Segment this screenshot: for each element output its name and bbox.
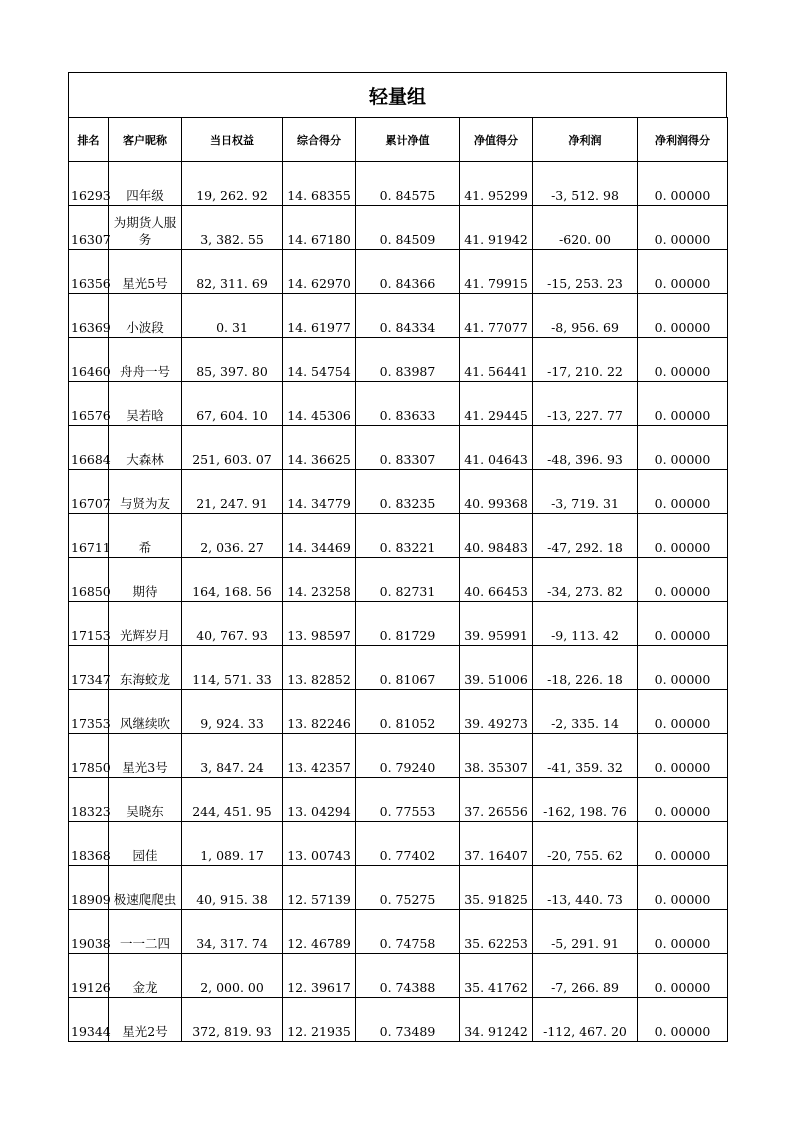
table-row	[69, 778, 728, 822]
cell-nav-score: 41. 95299	[460, 162, 533, 206]
cell-profit: -41, 359. 32	[533, 734, 638, 778]
cell-name: 吴若晗	[109, 382, 182, 426]
cell-profit: -5, 291. 91	[533, 910, 638, 954]
cell-score: 13. 00743	[283, 822, 356, 866]
cell-equity: 0. 31	[182, 294, 283, 338]
col-header-nav-score: 净值得分	[460, 118, 533, 162]
table-row	[69, 514, 728, 558]
table-row	[69, 382, 728, 426]
cell-profit: -17, 210. 22	[533, 338, 638, 382]
cell-equity: 3, 847. 24	[182, 734, 283, 778]
cell-score: 12. 57139	[283, 866, 356, 910]
cell-score: 12. 46789	[283, 910, 356, 954]
cell-nav-score: 37. 26556	[460, 778, 533, 822]
cell-equity: 21, 247. 91	[182, 470, 283, 514]
cell-score: 12. 21935	[283, 998, 356, 1042]
table-row	[69, 162, 728, 206]
cell-profit-score: 0. 00000	[638, 734, 728, 778]
cell-profit: -13, 440. 73	[533, 866, 638, 910]
cell-profit: -3, 719. 31	[533, 470, 638, 514]
cell-name: 星光3号	[109, 734, 182, 778]
cell-nav-score: 35. 41762	[460, 954, 533, 998]
cell-name: 一一二四	[109, 910, 182, 954]
cell-profit: -3, 512. 98	[533, 162, 638, 206]
cell-name: 东海蛟龙	[109, 646, 182, 690]
cell-nav-score: 34. 91242	[460, 998, 533, 1042]
table-row	[69, 294, 728, 338]
cell-nav-score: 41. 79915	[460, 250, 533, 294]
cell-profit-score: 0. 00000	[638, 646, 728, 690]
cell-nav-score: 41. 77077	[460, 294, 533, 338]
cell-profit-score: 0. 00000	[638, 778, 728, 822]
cell-nav: 0. 82731	[356, 558, 460, 602]
cell-equity: 34, 317. 74	[182, 910, 283, 954]
cell-nav-score: 41. 91942	[460, 206, 533, 250]
cell-name: 光辉岁月	[109, 602, 182, 646]
table-row	[69, 558, 728, 602]
cell-score: 13. 42357	[283, 734, 356, 778]
cell-nav: 0. 74388	[356, 954, 460, 998]
table-row	[69, 910, 728, 954]
cell-score: 14. 67180	[283, 206, 356, 250]
cell-nav: 0. 81052	[356, 690, 460, 734]
cell-nav-score: 40. 66453	[460, 558, 533, 602]
cell-score: 14. 54754	[283, 338, 356, 382]
cell-rank: 16307	[69, 206, 109, 250]
cell-name: 吴晓东	[109, 778, 182, 822]
cell-profit-score: 0. 00000	[638, 514, 728, 558]
cell-nav: 0. 83221	[356, 514, 460, 558]
cell-profit: -18, 226. 18	[533, 646, 638, 690]
cell-profit-score: 0. 00000	[638, 910, 728, 954]
cell-profit-score: 0. 00000	[638, 338, 728, 382]
cell-score: 14. 62970	[283, 250, 356, 294]
table-row	[69, 426, 728, 470]
cell-nav: 0. 83307	[356, 426, 460, 470]
cell-nav: 0. 75275	[356, 866, 460, 910]
cell-name: 舟舟一号	[109, 338, 182, 382]
cell-name: 小波段	[109, 294, 182, 338]
cell-rank: 19126	[69, 954, 109, 998]
cell-profit: -162, 198. 76	[533, 778, 638, 822]
cell-equity: 1, 089. 17	[182, 822, 283, 866]
cell-nav-score: 39. 49273	[460, 690, 533, 734]
cell-score: 14. 61977	[283, 294, 356, 338]
cell-equity: 82, 311. 69	[182, 250, 283, 294]
cell-profit-score: 0. 00000	[638, 822, 728, 866]
cell-nav-score: 41. 29445	[460, 382, 533, 426]
cell-score: 14. 23258	[283, 558, 356, 602]
cell-nav: 0. 74758	[356, 910, 460, 954]
cell-profit: -13, 227. 77	[533, 382, 638, 426]
cell-profit-score: 0. 00000	[638, 866, 728, 910]
cell-equity: 2, 036. 27	[182, 514, 283, 558]
cell-rank: 16356	[69, 250, 109, 294]
ranking-table	[68, 117, 728, 1042]
cell-profit: -2, 335. 14	[533, 690, 638, 734]
cell-score: 14. 34779	[283, 470, 356, 514]
cell-nav: 0. 79240	[356, 734, 460, 778]
cell-rank: 16707	[69, 470, 109, 514]
cell-profit-score: 0. 00000	[638, 470, 728, 514]
cell-profit: -20, 755. 62	[533, 822, 638, 866]
cell-score: 13. 98597	[283, 602, 356, 646]
cell-name: 极速爬爬虫	[109, 866, 182, 910]
table-row	[69, 602, 728, 646]
cell-profit-score: 0. 00000	[638, 558, 728, 602]
cell-rank: 17850	[69, 734, 109, 778]
cell-profit-score: 0. 00000	[638, 250, 728, 294]
cell-name: 金龙	[109, 954, 182, 998]
cell-profit-score: 0. 00000	[638, 426, 728, 470]
cell-profit-score: 0. 00000	[638, 954, 728, 998]
cell-profit-score: 0. 00000	[638, 294, 728, 338]
cell-name: 大森林	[109, 426, 182, 470]
cell-equity: 40, 767. 93	[182, 602, 283, 646]
cell-nav-score: 38. 35307	[460, 734, 533, 778]
cell-nav-score: 41. 04643	[460, 426, 533, 470]
cell-equity: 372, 819. 93	[182, 998, 283, 1042]
cell-equity: 85, 397. 80	[182, 338, 283, 382]
cell-name: 风继续吹	[109, 690, 182, 734]
cell-nav: 0. 73489	[356, 998, 460, 1042]
table-row	[69, 206, 728, 250]
cell-rank: 16576	[69, 382, 109, 426]
col-header-name: 客户昵称	[109, 118, 182, 162]
cell-rank: 16711	[69, 514, 109, 558]
table-row	[69, 646, 728, 690]
table-row	[69, 822, 728, 866]
cell-score: 13. 04294	[283, 778, 356, 822]
cell-profit-score: 0. 00000	[638, 162, 728, 206]
cell-equity: 244, 451. 95	[182, 778, 283, 822]
cell-rank: 16684	[69, 426, 109, 470]
cell-nav-score: 39. 51006	[460, 646, 533, 690]
table-row	[69, 954, 728, 998]
cell-profit: -34, 273. 82	[533, 558, 638, 602]
cell-nav: 0. 77553	[356, 778, 460, 822]
cell-nav-score: 37. 16407	[460, 822, 533, 866]
cell-rank: 18368	[69, 822, 109, 866]
cell-name: 期待	[109, 558, 182, 602]
cell-profit-score: 0. 00000	[638, 382, 728, 426]
cell-rank: 17347	[69, 646, 109, 690]
cell-score: 12. 39617	[283, 954, 356, 998]
cell-name: 星光5号	[109, 250, 182, 294]
cell-nav-score: 39. 95991	[460, 602, 533, 646]
cell-profit-score: 0. 00000	[638, 998, 728, 1042]
cell-nav: 0. 83633	[356, 382, 460, 426]
cell-equity: 67, 604. 10	[182, 382, 283, 426]
ranking-sheet	[68, 72, 727, 1042]
cell-nav-score: 35. 91825	[460, 866, 533, 910]
cell-rank: 16293	[69, 162, 109, 206]
cell-name: 与贤为友	[109, 470, 182, 514]
cell-profit: -112, 467. 20	[533, 998, 638, 1042]
table-row	[69, 338, 728, 382]
cell-rank: 16369	[69, 294, 109, 338]
cell-equity: 3, 382. 55	[182, 206, 283, 250]
cell-profit: -7, 266. 89	[533, 954, 638, 998]
cell-nav: 0. 84575	[356, 162, 460, 206]
table-row	[69, 866, 728, 910]
cell-rank: 17153	[69, 602, 109, 646]
cell-nav: 0. 84334	[356, 294, 460, 338]
cell-profit: -9, 113. 42	[533, 602, 638, 646]
cell-name: 希	[109, 514, 182, 558]
cell-name: 四年级	[109, 162, 182, 206]
cell-profit: -48, 396. 93	[533, 426, 638, 470]
cell-name: 为期货人服务	[109, 206, 182, 250]
table-row	[69, 690, 728, 734]
cell-rank: 17353	[69, 690, 109, 734]
cell-equity: 2, 000. 00	[182, 954, 283, 998]
cell-rank: 18323	[69, 778, 109, 822]
table-row	[69, 250, 728, 294]
cell-rank: 19344	[69, 998, 109, 1042]
col-header-profit: 净利润	[533, 118, 638, 162]
cell-rank: 18909	[69, 866, 109, 910]
cell-profit: -8, 956. 69	[533, 294, 638, 338]
cell-profit-score: 0. 00000	[638, 602, 728, 646]
cell-nav-score: 35. 62253	[460, 910, 533, 954]
cell-nav-score: 40. 98483	[460, 514, 533, 558]
cell-nav-score: 41. 56441	[460, 338, 533, 382]
cell-profit: -47, 292. 18	[533, 514, 638, 558]
col-header-profit-score: 净利润得分	[638, 118, 728, 162]
col-header-rank: 排名	[69, 118, 109, 162]
table-row	[69, 734, 728, 778]
cell-score: 14. 45306	[283, 382, 356, 426]
table-row	[69, 998, 728, 1042]
cell-name: 星光2号	[109, 998, 182, 1042]
col-header-score: 综合得分	[283, 118, 356, 162]
cell-rank: 19038	[69, 910, 109, 954]
cell-nav: 0. 84509	[356, 206, 460, 250]
cell-equity: 114, 571. 33	[182, 646, 283, 690]
cell-rank: 16460	[69, 338, 109, 382]
cell-rank: 16850	[69, 558, 109, 602]
cell-nav: 0. 83987	[356, 338, 460, 382]
cell-nav-score: 40. 99368	[460, 470, 533, 514]
cell-nav: 0. 77402	[356, 822, 460, 866]
table-row	[69, 470, 728, 514]
cell-score: 14. 34469	[283, 514, 356, 558]
cell-equity: 19, 262. 92	[182, 162, 283, 206]
sheet-title: 轻量组	[68, 72, 727, 117]
cell-nav: 0. 84366	[356, 250, 460, 294]
header-row	[69, 118, 728, 162]
cell-nav: 0. 83235	[356, 470, 460, 514]
cell-nav: 0. 81067	[356, 646, 460, 690]
table-body	[69, 162, 728, 1042]
cell-profit-score: 0. 00000	[638, 690, 728, 734]
cell-nav: 0. 81729	[356, 602, 460, 646]
cell-equity: 40, 915. 38	[182, 866, 283, 910]
cell-score: 13. 82852	[283, 646, 356, 690]
col-header-equity: 当日权益	[182, 118, 283, 162]
cell-profit: -15, 253. 23	[533, 250, 638, 294]
cell-name: 园佳	[109, 822, 182, 866]
cell-score: 14. 36625	[283, 426, 356, 470]
cell-equity: 164, 168. 56	[182, 558, 283, 602]
cell-profit-score: 0. 00000	[638, 206, 728, 250]
cell-score: 14. 68355	[283, 162, 356, 206]
cell-equity: 9, 924. 33	[182, 690, 283, 734]
cell-score: 13. 82246	[283, 690, 356, 734]
cell-equity: 251, 603. 07	[182, 426, 283, 470]
cell-profit: -620. 00	[533, 206, 638, 250]
col-header-nav: 累计净值	[356, 118, 460, 162]
